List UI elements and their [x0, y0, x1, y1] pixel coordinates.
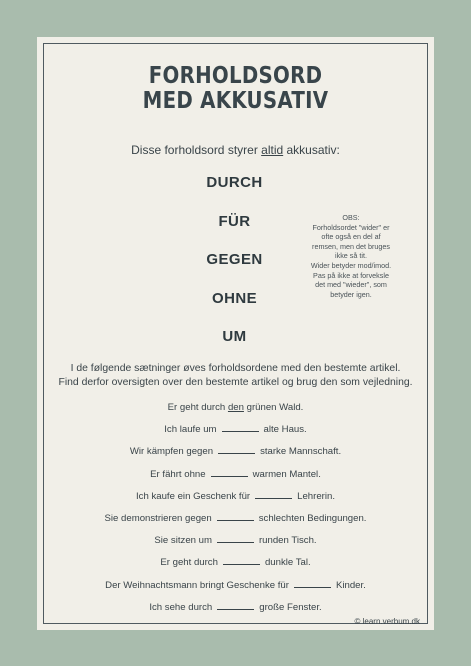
exercise-sentence — [37, 397, 434, 419]
answer-blank[interactable] — [255, 489, 292, 499]
exercise-sentence — [37, 486, 434, 508]
exercise-sentence — [37, 575, 434, 597]
worksheet — [37, 37, 434, 630]
note-line: ofte også en del af — [321, 232, 381, 242]
note-line: Wider betyder mod/imod. — [310, 260, 392, 270]
answer-blank[interactable] — [222, 422, 259, 432]
instruction-line: Find derfor oversigten over den bestemte artikel og brug den som vejledning. — [58, 377, 413, 388]
answer-blank[interactable] — [211, 467, 248, 477]
sentence-end: dunkle Tal. — [264, 557, 311, 569]
preposition-item: DURCH — [206, 174, 263, 191]
exercise-sentence — [37, 419, 434, 441]
intro-text — [37, 143, 434, 157]
exercise-sentence — [37, 597, 434, 619]
sentence-start: Sie sitzen um — [154, 535, 212, 547]
sentence-start: Ich sehe durch — [149, 601, 213, 613]
note-line: Forholdsordet "wider" er — [312, 222, 390, 232]
preposition-item: UM — [222, 328, 247, 345]
sentence-end: alte Haus. — [263, 424, 307, 436]
sentence-start: Ich kaufe ein Geschenk für — [136, 490, 251, 502]
sentence-end: runden Tisch. — [258, 535, 317, 547]
obs-note — [299, 213, 403, 299]
title-line-2: MED AKKUSATIV — [142, 88, 329, 114]
sentence-start: Er geht durch — [160, 557, 218, 569]
sentence-start: Ich laufe um — [164, 424, 217, 436]
exercise-sentence — [37, 464, 434, 486]
note-line: betyder igen. — [330, 289, 372, 299]
sentence-start: Wir kämpfen gegen — [129, 446, 214, 458]
sentence-end: Lehrerin. — [297, 490, 335, 502]
answer-blank[interactable] — [217, 600, 254, 610]
exercise-sentence — [37, 508, 434, 530]
intro-after: akkusativ: — [283, 143, 340, 157]
preposition-item: GEGEN — [206, 251, 263, 268]
exercise-sentence — [37, 530, 434, 552]
sentence-start: Er geht durch — [167, 402, 226, 413]
answer-blank[interactable] — [217, 511, 254, 521]
sentence-start: Der Weihnachtsmann bringt Geschenke für — [105, 579, 289, 591]
exercise-sentence — [37, 441, 434, 463]
instruction-line: I de følgende sætninger øves forholdsordene med den bestemte artikel. — [70, 363, 401, 374]
intro-before: Disse forholdsord styrer — [131, 143, 262, 157]
note-line: det med "wieder", som — [315, 280, 387, 290]
answer-blank[interactable] — [294, 578, 331, 588]
sentence-end: Kinder. — [335, 579, 366, 591]
preposition-list — [167, 171, 302, 364]
sentence-end: schlechten Bedingungen. — [258, 512, 367, 524]
sentence-end: starke Mannschaft. — [260, 446, 342, 458]
copyright-footer: © learn.verbum.dk — [354, 617, 420, 626]
intro-emphasis: altid — [261, 143, 284, 157]
sentence-end: warmen Mantel. — [252, 468, 321, 480]
note-line: Pas på ikke at forveksle — [313, 270, 389, 280]
sentence-start: Sie demonstrieren gegen — [104, 512, 212, 524]
sentence-start: Er fährt ohne — [150, 468, 206, 480]
preposition-item: OHNE — [212, 289, 257, 307]
answer-example: den — [227, 402, 244, 413]
note-line: ikke så tit. — [335, 251, 367, 261]
sentence-end: große Fenster. — [259, 601, 322, 613]
exercise-list — [37, 397, 434, 619]
exercise-sentence — [37, 552, 434, 574]
answer-blank[interactable] — [217, 533, 254, 543]
title-line-1: FORHOLDSORD — [148, 63, 323, 89]
note-line: OBS: — [342, 213, 360, 222]
answer-blank[interactable] — [223, 555, 260, 565]
sentence-end: grünen Wald. — [246, 402, 304, 413]
instructions — [37, 362, 434, 390]
note-line: remsen, men det bruges — [312, 241, 390, 251]
preposition-item: FÜR — [218, 212, 251, 230]
page-title — [65, 64, 406, 114]
answer-blank[interactable] — [218, 444, 255, 454]
